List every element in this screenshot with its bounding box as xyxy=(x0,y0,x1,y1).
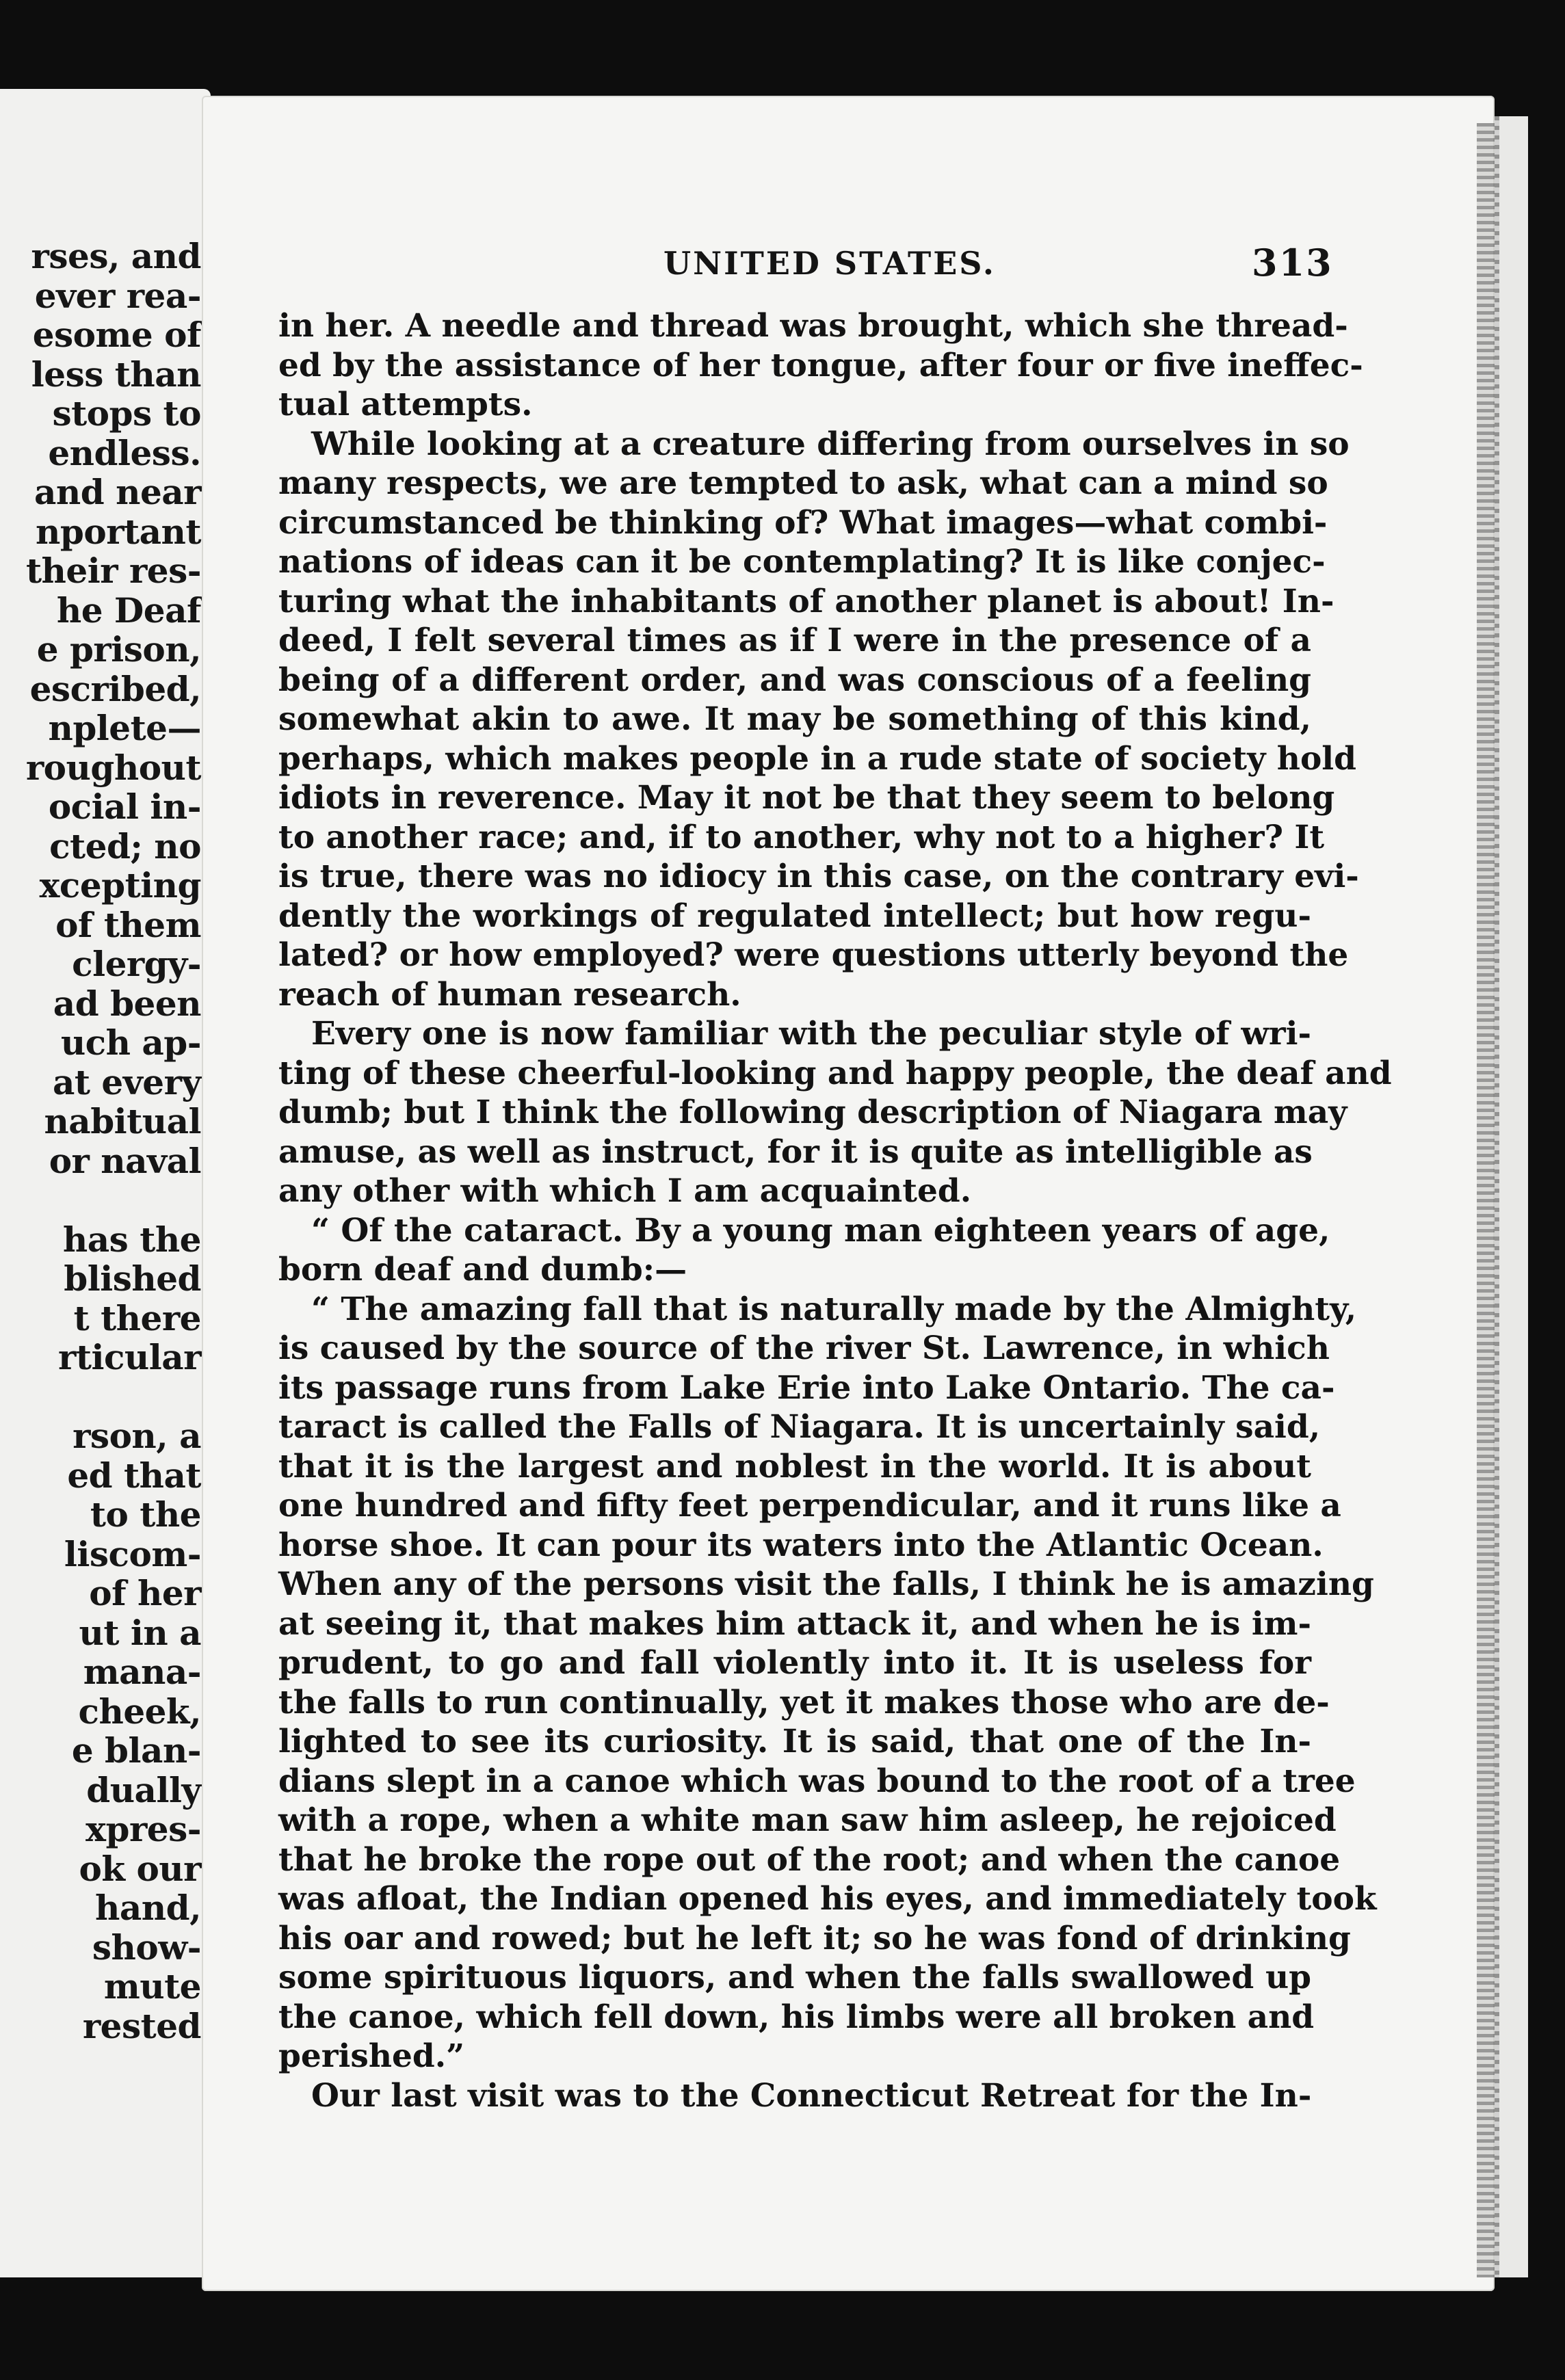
left-page-line: cted; no xyxy=(49,825,201,867)
text-line: Every one is now familiar with the peculiar style of wri- xyxy=(311,1015,1311,1053)
text-line: his oar and rowed; but he left it; so he was fond of drinking xyxy=(278,1919,1351,1957)
left-page-line: liscom- xyxy=(64,1533,201,1574)
left-page-line: dually xyxy=(86,1769,201,1810)
text-line: to another race; and, if to another, why not to a higher? It xyxy=(278,818,1325,856)
left-page-line: ocial in- xyxy=(48,786,201,827)
left-page-line: stops to xyxy=(52,393,201,434)
text-line: somewhat akin to awe. It may be something of this kind, xyxy=(278,700,1311,738)
left-page-line: ok our xyxy=(79,1848,201,1889)
text-line: the canoe, which fell down, his limbs were all broken and xyxy=(278,1998,1315,2036)
left-page-line: uch ap- xyxy=(60,1022,201,1063)
text-line: ed by the assistance of her tongue, after four or five ineffec- xyxy=(278,346,1363,384)
text-line: some spirituous liquors, and when the falls swallowed up xyxy=(278,1959,1311,1996)
left-page-line: mana- xyxy=(83,1652,201,1692)
text-line: While looking at a creature differing from ourselves in so xyxy=(311,425,1350,463)
left-page-line: nplete— xyxy=(48,708,201,748)
text-line: turing what the inhabitants of another planet is about! In- xyxy=(278,582,1334,620)
left-page-line: to the xyxy=(90,1494,201,1535)
left-page-line: of them xyxy=(55,904,201,945)
left-page-line: ed that xyxy=(67,1455,201,1496)
left-page-line: hand, xyxy=(95,1888,201,1928)
left-page-line: rested xyxy=(82,2005,201,2046)
text-line: that he broke the rope out of the root; and when the canoe xyxy=(278,1840,1341,1879)
text-line: tual attempts. xyxy=(278,386,533,423)
left-page-line: ever rea- xyxy=(34,275,201,316)
text-line: its passage runs from Lake Erie into Lake Ontario. The ca- xyxy=(278,1368,1335,1407)
text-line: “ The amazing fall that is naturally made by the Almighty, xyxy=(311,1290,1357,1328)
text-line: When any of the persons visit the falls, I think he is amazing xyxy=(278,1565,1374,1603)
text-line: deed, I felt several times as if I were in the presence of a xyxy=(278,622,1311,659)
page-number: 313 xyxy=(1252,241,1333,285)
text-line: amuse, as well as instruct, for it is quite as intelligible as xyxy=(278,1133,1313,1171)
text-line: born deaf and dumb:— xyxy=(278,1251,687,1288)
left-page-line: xcepting xyxy=(39,865,201,905)
text-line: being of a different order, and was conscious of a feeling xyxy=(278,661,1311,699)
left-page-line: t there xyxy=(73,1297,201,1338)
text-line: at seeing it, that makes him attack it, and when he is im- xyxy=(278,1604,1311,1643)
left-page-line: he Deaf xyxy=(56,590,201,631)
left-page-line: blished xyxy=(64,1258,201,1299)
left-page-line: nportant xyxy=(36,511,201,552)
left-page-line: rson, a xyxy=(73,1416,201,1456)
text-line: many respects, we are tempted to ask, what can a mind so xyxy=(278,464,1328,502)
text-line: dumb; but I think the following description of Niagara may xyxy=(278,1094,1347,1131)
text-line: circumstanced be thinking of? What images—what combi- xyxy=(278,503,1328,542)
page-edge-texture xyxy=(1477,123,1495,2277)
left-page-line: xpres- xyxy=(86,1809,201,1849)
text-line: the falls to run continually, yet it makes those who are de- xyxy=(278,1683,1330,1721)
text-line: perhaps, which makes people in a rude state of society hold xyxy=(278,739,1357,778)
text-line: horse shoe. It can pour its waters into the Atlantic Ocean. xyxy=(278,1526,1324,1564)
body-text xyxy=(278,306,1392,2115)
left-page-line: show- xyxy=(92,1927,201,1968)
text-line: prudent, to go and fall violently into it. It is useless for xyxy=(278,1644,1311,1682)
text-line: reach of human research. xyxy=(278,975,741,1014)
left-page-line: ut in a xyxy=(79,1612,201,1653)
text-line: any other with which I am acquainted. xyxy=(278,1172,972,1210)
left-page-line: mute xyxy=(103,1966,201,2007)
text-line: was afloat, the Indian opened his eyes, and immediately took xyxy=(278,1880,1377,1918)
text-line: lighted to see its curiosity. It is said, that one of the In- xyxy=(278,1723,1311,1760)
text-line: dently the workings of regulated intellect; but how regu- xyxy=(278,897,1311,935)
left-page-line: has the xyxy=(62,1219,201,1260)
text-line: is true, there was no idiocy in this case, on the contrary evi- xyxy=(278,858,1359,895)
text-line: taract is called the Falls of Niagara. It is uncertainly said, xyxy=(278,1408,1321,1446)
text-line: perished.” xyxy=(278,2037,465,2075)
left-page-line: roughout xyxy=(25,747,201,788)
left-page-line: escribed, xyxy=(29,668,201,709)
left-page-line: and near xyxy=(34,472,201,512)
left-page-line: rses, and xyxy=(31,236,201,276)
text-line: dians slept in a canoe which was bound to the root of a tree xyxy=(278,1762,1356,1800)
text-line: nations of ideas can it be contemplating? It is like conjec- xyxy=(278,543,1326,581)
left-page-line: e prison, xyxy=(36,629,201,670)
left-page-line: rticular xyxy=(58,1337,201,1377)
text-line: with a rope, when a white man saw him asleep, he rejoiced xyxy=(278,1801,1337,1839)
left-page-fragment xyxy=(0,89,211,2277)
text-line: one hundred and fifty feet perpendicular, and it runs like a xyxy=(278,1487,1341,1524)
left-page-line: their res- xyxy=(25,551,201,591)
text-line: lated? or how employed? were questions utterly beyond the xyxy=(278,936,1349,974)
running-head: UNITED STATES. xyxy=(663,245,996,282)
left-page-line: less than xyxy=(31,354,201,395)
left-page-line: of her xyxy=(89,1573,201,1613)
left-page-line: cheek, xyxy=(78,1691,201,1732)
text-line: that it is the largest and noblest in the world. It is about xyxy=(278,1447,1311,1485)
left-page-line: nabitual xyxy=(44,1101,201,1141)
left-page-line: e blan- xyxy=(71,1730,201,1771)
left-page-line: esome of xyxy=(32,315,201,355)
text-line: idiots in reverence. May it not be that they seem to belong xyxy=(278,779,1335,817)
left-page-line: clergy- xyxy=(72,944,201,984)
text-line: is caused by the source of the river St. Lawrence, in which xyxy=(278,1330,1330,1367)
text-line: “ Of the cataract. By a young man eighteen years of age, xyxy=(311,1211,1330,1250)
left-page-line: ad been xyxy=(53,983,201,1024)
left-page-line: or naval xyxy=(49,1140,201,1181)
text-line: in her. A needle and thread was brought, which she thread- xyxy=(278,307,1348,345)
book-page xyxy=(202,96,1495,2291)
text-line: ting of these cheerful-looking and happy people, the deaf and xyxy=(278,1054,1392,1092)
left-page-line: endless. xyxy=(48,432,201,473)
left-page-line: at every xyxy=(53,1061,201,1102)
text-line: Our last visit was to the Connecticut Retreat for the In- xyxy=(311,2076,1312,2115)
